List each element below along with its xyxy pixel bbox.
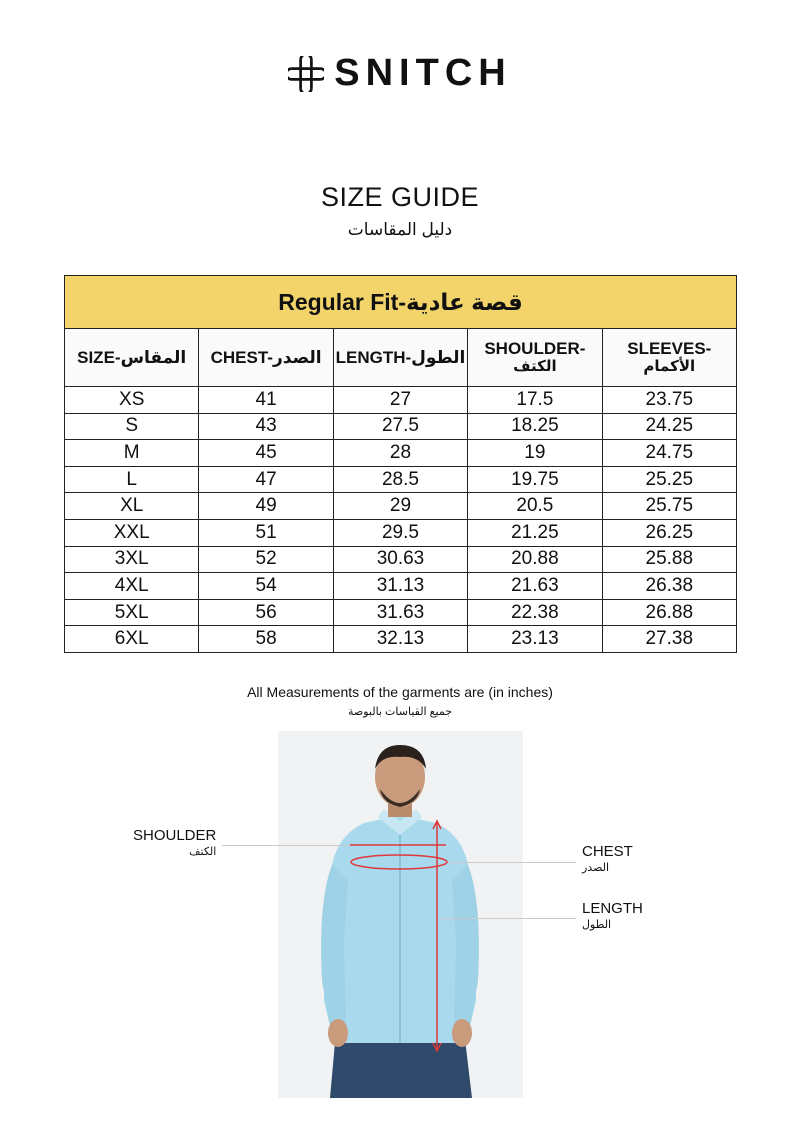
shoulder-callout [133, 828, 216, 860]
length-leader-line [440, 918, 576, 919]
snitch-knot-icon [288, 56, 324, 92]
table-row: XXL 51 29.5 21.25 26.25 [65, 519, 737, 546]
header-size: SIZE-المقاس [65, 329, 199, 387]
brand-logo [0, 52, 800, 95]
page-title-arabic: دليل المقاسات [347, 220, 453, 239]
brand-name: SNITCH [334, 52, 512, 94]
shoulder-label: SHOULDER [133, 827, 217, 844]
table-row: 4XL 54 31.13 21.63 26.38 [65, 573, 737, 600]
table-row: 3XL 52 30.63 20.88 25.88 [65, 546, 737, 573]
page-title: SIZE GUIDE [320, 182, 480, 212]
table-header-row [65, 329, 737, 387]
measurement-note: All Measurements of the garments are (in inches) [247, 684, 553, 700]
header-sleeves: SLEEVES- الأكمام [602, 329, 736, 387]
chest-label: CHEST [582, 843, 633, 860]
table-row: S 43 27.5 18.25 24.25 [65, 413, 737, 440]
length-label-arabic: الطول [582, 919, 612, 931]
measurement-note-arabic: جميع القياسات بالبوصة [347, 706, 453, 718]
size-table [64, 275, 737, 653]
table-row: M 45 28 19 24.75 [65, 440, 737, 467]
table-row: L 47 28.5 19.75 25.25 [65, 466, 737, 493]
header-shoulder: SHOULDER- الكتف [468, 329, 602, 387]
header-chest: CHEST-الصدر [199, 329, 333, 387]
header-length: LENGTH-الطول [333, 329, 467, 387]
table-row: 5XL 56 31.63 22.38 26.88 [65, 599, 737, 626]
right-hand [452, 1019, 472, 1047]
chest-leader-line [448, 862, 576, 863]
shoulder-leader-line [222, 845, 350, 846]
chest-label-arabic: الصدر [582, 862, 610, 874]
left-hand [328, 1019, 348, 1047]
shoulder-label-arabic: الكتف [189, 846, 217, 858]
fit-label: Regular Fit-قصة عادية [65, 276, 737, 329]
length-callout [582, 901, 643, 933]
table-row: 6XL 58 32.13 23.13 27.38 [65, 626, 737, 653]
table-row: XS 41 27 17.5 23.75 [65, 387, 737, 414]
length-label: LENGTH [582, 900, 643, 917]
model-photo [278, 731, 523, 1098]
chest-callout [582, 844, 633, 876]
table-row: XL 49 29 20.5 25.75 [65, 493, 737, 520]
